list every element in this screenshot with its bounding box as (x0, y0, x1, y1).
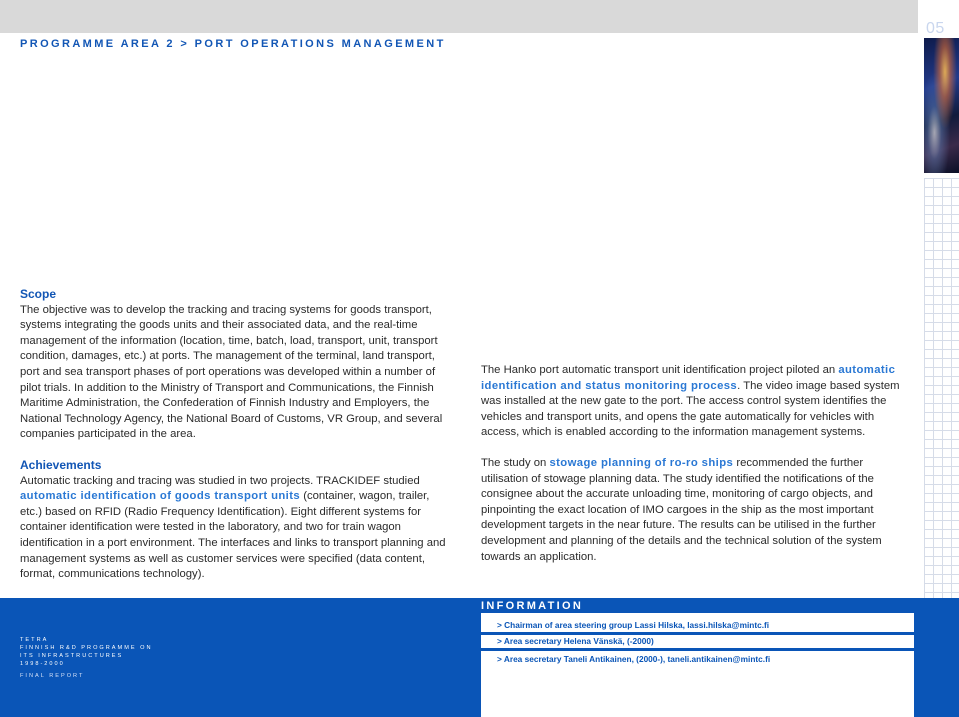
stowage-highlight: stowage planning of ro-ro ships (549, 456, 734, 469)
scope-heading: Scope (20, 287, 57, 301)
tetra-line-4: 1998-2000 (20, 661, 65, 667)
achievements-text-end: (container, wagon, trailer, etc.) based on RFID (Radio Frequency Identification). Eight different systems for container identification were tested in the laboratory, and two for train wagon identification in a port environment. The interfaces and links to transport planning and management systems as well as customer services were specified (data content, format, communications technology). (20, 490, 446, 581)
contact-secretary-vanska: > Area secretary Helena Vänskä, (-2000) (497, 636, 654, 646)
scope-paragraph: The objective was to develop the tracking and tracing systems for goods transport, systems integrating the goods units and their associated data, and the real-time management of the information (location, time, batch, load, transport, unit, transport condition, damages, etc.) at ports. The management of the terminal, land transport, port and sea transport phases of port operations was developed within a number of pilot trials. In addition to the Ministry of Transport and Communications, the Finnish Maritime Administration, the Confederation of Finnish Industry and Employers, the National Technology Agency, the National Board of Customs, VR Group, and several companies participated in the area. (20, 303, 443, 441)
achievements-paragraph (20, 474, 450, 583)
left-column (20, 287, 450, 583)
contact-secretary-antikainen: > Area secretary Taneli Antikainen, (2000-), taneli.antikainen@mintc.fi (497, 654, 771, 664)
top-bar (0, 0, 918, 33)
section-title: PROGRAMME AREA 2 > PORT OPERATIONS MANAGEMENT (20, 38, 446, 50)
decorative-grid (924, 178, 959, 598)
right-column (481, 363, 911, 565)
hanko-text-start: The Hanko port automatic transport unit identification project piloted an (481, 364, 839, 376)
contact-chairman: > Chairman of area steering group Lassi Hilska, lassi.hilska@mintc.fi (497, 620, 770, 630)
tetra-programme-label (20, 636, 153, 668)
achievements-highlight: automatic identification of goods transport units (20, 490, 301, 503)
tetra-line-2: FINNISH R&D PROGRAMME ON (20, 645, 153, 651)
stowage-text-start: The study on (481, 456, 550, 469)
port-night-photo (924, 38, 959, 173)
hanko-paragraph (481, 363, 911, 441)
stowage-paragraph (481, 456, 911, 565)
page-number: 05 (926, 20, 945, 37)
contact-divider (481, 632, 914, 635)
achievements-heading: Achievements (20, 457, 102, 472)
information-box (481, 613, 914, 717)
achievements-text-start: Automatic tracking and tracing was studied in two projects. TRACKIDEF studied (20, 474, 420, 487)
hanko-text-end: . The video image based system was installed at the new gate to the port. The access control system identifies the vehicles and transport units, and opens the gate automatically for vehicles with access, which is enabled according to the information management systems. (481, 379, 900, 439)
stowage-text-end: recommended the further utilisation of stowage planning data. The study identified the notifications of the consignee about the accurate unloading time, monitoring of cargo objects, and pinpointing the exact location of IMO cargoes in the ship as the most important development targets in the near future. The results can be utilised in the further development and planning of the details and the technical solution of the system towards an application. (481, 456, 882, 563)
tetra-line-1: TETRA (20, 637, 49, 643)
hanko-highlight: automatic identification and status monitoring process (481, 364, 896, 392)
information-title: INFORMATION (481, 600, 584, 612)
tetra-line-3: ITS INFRASTRUCTURES (20, 653, 124, 659)
final-report-label: FINAL REPORT (20, 673, 85, 679)
contact-divider (481, 648, 914, 651)
